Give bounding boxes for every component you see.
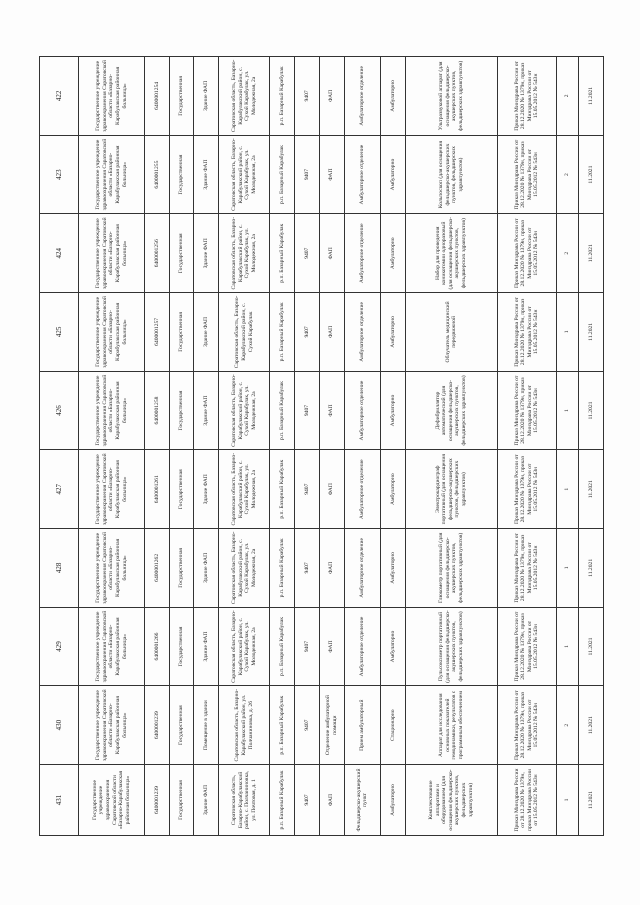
table-cell: 11.2021 [579, 135, 604, 214]
table-cell: Приказ Минздрава России от 28.12.2020 № 1379н, приказ Минздрава России от 15.05.2012 № 543н [497, 214, 557, 293]
table-cell: Здание ФАП [194, 135, 219, 214]
table-cell: Государственное учреждение здравоохранения Саратовской области «Базарно-Карабулакская районная больница» [79, 371, 145, 450]
table-cell: Облучатель медицинский передвижной [405, 293, 497, 372]
table-row [557, 57, 579, 836]
table-cell: 6400001255 [144, 135, 169, 214]
table-cell: Государственная [169, 450, 194, 529]
table-cell: Государственная [169, 135, 194, 214]
table-cell: Помещение в здании [194, 686, 219, 765]
table-cell: 6400001239 [144, 765, 169, 836]
table-cell: Саратовская область, Базарно-Карабулакский район, ул. Полчаниновка, д. 26 [219, 686, 270, 765]
table-cell: ФАП [319, 765, 344, 836]
table-cell: Государственная [169, 57, 194, 136]
table-cell: Государственное учреждение здравоохранения Саратовской области «Базарно-Карабулакская районная больница» [79, 135, 145, 214]
table-row [344, 57, 380, 836]
table-cell: Амбулаторно [380, 135, 405, 214]
table-cell: Государственная [169, 686, 194, 765]
column-number: 428 [40, 529, 79, 608]
table-row [194, 57, 219, 836]
table-cell: Амбулаторно [380, 765, 405, 836]
table-row [319, 57, 344, 836]
table-cell: Здание ФАП [194, 765, 219, 836]
table-cell: 11.2021 [579, 214, 604, 293]
table-cell: Государственная [169, 293, 194, 372]
table-cell: 6400001257 [144, 293, 169, 372]
table-cell: Саратовская область, Базарно-Карабулакский район, с. Сухой Карабулак, ул. Молодежная, 2а [219, 57, 270, 136]
table-cell: 9407 [294, 214, 319, 293]
table-row [79, 57, 145, 836]
table-cell: Глюкометр портативный (для оснащения фельдшерско-акушерских пунктов, фельдшерских здравпунктов) [405, 529, 497, 608]
table-cell: 1 [557, 293, 579, 372]
table-cell: р.п. Базарный Карабулак [270, 135, 295, 214]
table-cell: Государственное учреждение здравоохранения Саратовской области «Базарно-Карабулакская районная больница» [79, 686, 145, 765]
table-cell: Амбулаторное отделение [344, 607, 380, 686]
table-cell: 9407 [294, 371, 319, 450]
table-cell: р.п. Базарный Карабулак [270, 765, 295, 836]
rotated-table-wrapper [39, 56, 604, 836]
table-cell: Государственная [169, 529, 194, 608]
table-cell: 9407 [294, 293, 319, 372]
table-cell: ФАП [319, 450, 344, 529]
table-row [144, 57, 169, 836]
table-row [579, 57, 604, 836]
table-cell: 11.2021 [579, 293, 604, 372]
table-cell: Саратовская область, Базарно-Карабулакский район, с. Полчаниновка, ул. Почтовая, д. 1 [219, 765, 270, 836]
table-cell: Приказ Минздрава России от 28.12.2020 № 1379н, приказ Минздрава России от 15.05.2012 № 543н [497, 765, 557, 836]
table-cell: 2 [557, 686, 579, 765]
table-cell: Приказ Минздрава России от 28.12.2020 № 1379н, приказ Минздрава России от 15.05.2012 № 543н [497, 371, 557, 450]
column-number: 429 [40, 607, 79, 686]
table-cell: Здание ФАП [194, 214, 219, 293]
table-cell: Приказ Минздрава России от 28.12.2020 № 1379н, приказ Минздрава России от 15.05.2012 № 543н [497, 293, 557, 372]
table-cell: Приказ Минздрава России от 28.12.2020 № 1379н, приказ Минздрава России от 15.05.2012 № 543н [497, 686, 557, 765]
column-number: 427 [40, 450, 79, 529]
table-cell: р.п. Базарный Карабулак [270, 214, 295, 293]
table-cell: 2 [557, 57, 579, 136]
table-cell: Государственное учреждение здравоохранения Саратовской области «Базарно-Карабулакская районная больница» [79, 214, 145, 293]
table-cell: 1 [557, 529, 579, 608]
column-number: 424 [40, 214, 79, 293]
table-cell: Приказ Минздрава России от 28.12.2020 № 1379н, приказ Минздрава России от 15.05.2012 № 543н [497, 607, 557, 686]
table-cell: 9407 [294, 57, 319, 136]
column-number: 422 [40, 57, 79, 136]
table-cell: 9407 [294, 765, 319, 836]
table-cell: Амбулаторно [380, 529, 405, 608]
table-cell: ФАП [319, 371, 344, 450]
table-cell: 11.2021 [579, 765, 604, 836]
table-cell: Здание ФАП [194, 607, 219, 686]
table-cell: Амбулаторное отделение [344, 57, 380, 136]
table-cell: Саратовская область, Базарно-Карабулакский район, с. Сухой Карабулак, ул. Молодежная, 2а [219, 607, 270, 686]
table-cell: 11.2021 [579, 686, 604, 765]
table-cell: Амбулаторное отделение [344, 214, 380, 293]
table-cell: Ультразвуковой аппарат (для оснащения фельдшерско-акушерских пунктов, фельдшерских здравпунктов) [405, 57, 497, 136]
table-cell: 6400001262 [144, 529, 169, 608]
table-cell: Амбулаторно [380, 214, 405, 293]
table-cell: Отделение амбулаторной помощи [319, 686, 344, 765]
table-cell: 6400001239 [144, 686, 169, 765]
table-cell: Набор для проведения коникотомии одноразовый (для оснащения фельдшерско-акушерских пунктов, фельдшерских здравпунктов) [405, 214, 497, 293]
table-cell: Государственное учреждение здравоохранения Саратовской области «Базарно-Карабулакская районная больница» [79, 607, 145, 686]
table-cell: Государственное учреждение здравоохранения Саратовской области «Базарно-Карабулакская районная больница» [79, 293, 145, 372]
table-cell: Приказ Минздрава России от 28.12.2020 № 1379н, приказ Минздрава России от 15.05.2012 № 543н [497, 135, 557, 214]
table-cell: 11.2021 [579, 529, 604, 608]
table-cell: ФАП [319, 529, 344, 608]
table-cell: Здание ФАП [194, 529, 219, 608]
table-cell: Амбулаторно [380, 371, 405, 450]
table-cell: ФАП [319, 293, 344, 372]
table-cell: 6400001258 [144, 371, 169, 450]
table-cell: Приказ Минздрава России от 28.12.2020 № 1379н, приказ Минздрава России от 15.05.2012 № 543н [497, 57, 557, 136]
table-cell: Амбулаторное отделение [344, 371, 380, 450]
table-cell: р.п. Базарный Карабулак [270, 607, 295, 686]
table-cell: Государственное учреждение здравоохранения Саратовской области «Базарно-Карабулакская районная больница» [79, 57, 145, 136]
equipment-table [39, 56, 604, 836]
table-cell: Здание ФАП [194, 371, 219, 450]
table-cell: Амбулаторное отделение [344, 450, 380, 529]
table-cell: Стационарно [380, 686, 405, 765]
column-number: 430 [40, 686, 79, 765]
table-cell: Амбулаторно [380, 293, 405, 372]
table-cell: ФАП [319, 607, 344, 686]
table-cell: Электрокардиограф портативный (для оснащения фельдшерско-акушерских пунктов, фельдшерских здравпунктов) [405, 450, 497, 529]
table-cell: 11.2021 [579, 371, 604, 450]
table-cell: Кольпоскоп (для оснащения фельдшерско-акушерских пунктов, фельдшерских здравпунктов) [405, 135, 497, 214]
table-cell: Комплектование аппаратами и оборудованием (для оснащения фельдшерско-акушерских пунктов, фельдшерских здравпунктов) [405, 765, 497, 836]
table-cell: Здание ФАП [194, 450, 219, 529]
table-row [219, 57, 270, 836]
table-cell: 2 [557, 214, 579, 293]
column-number: 423 [40, 135, 79, 214]
table-cell: Государственное учреждение здравоохранения Саратовской области «Базарно-Карабулакская районная больница» [79, 529, 145, 608]
table-cell: Дефибриллятор автоматический (для оснащения фельдшерско-акушерских пунктов, фельдшерских здравпунктов) [405, 371, 497, 450]
table-cell: 2 [557, 135, 579, 214]
table-cell: Государственная [169, 214, 194, 293]
table-cell: 11.2021 [579, 450, 604, 529]
table-cell: 11.2021 [579, 57, 604, 136]
table-cell: р.п. Базарный Карабулак [270, 371, 295, 450]
table-cell: Государственная [169, 371, 194, 450]
table-cell: Фельдшерско-акушерский пункт [344, 765, 380, 836]
table-cell: 6400001266 [144, 607, 169, 686]
table-cell: Саратовская область, Базарно-Карабулакский район, с. Сухой Карабулак, ул. Молодежная, 2а [219, 450, 270, 529]
table-cell: 1 [557, 765, 579, 836]
table-cell: Саратовская область, Базарно-Карабулакский район, с. Сухой Карабулак, ул. Молодежная, 2а [219, 371, 270, 450]
table-cell: 9407 [294, 607, 319, 686]
table-row [294, 57, 319, 836]
table-row [380, 57, 405, 836]
table-cell: Амбулаторное отделение [344, 135, 380, 214]
table-cell: Приказ Минздрава России от 28.12.2020 № 1379н, приказ Минздрава России от 15.05.2012 № 543н [497, 529, 557, 608]
table-cell: 9407 [294, 686, 319, 765]
table-cell: Амбулаторно [380, 450, 405, 529]
table-row [270, 57, 295, 836]
table-cell: 1 [557, 371, 579, 450]
table-cell: 9407 [294, 450, 319, 529]
table-cell: р.п. Базарный Карабулак [270, 529, 295, 608]
column-number: 431 [40, 765, 79, 836]
table-cell: Амбулаторно [380, 607, 405, 686]
table-cell: Приказ Минздрава России от 28.12.2020 № 1379н, приказ Минздрава России от 15.05.2012 № 543н [497, 450, 557, 529]
table-cell: Саратовская область, Базарно-Карабулакский район, с. Сухой Карабулак, ул. Молодежная, 2а [219, 529, 270, 608]
column-number: 425 [40, 293, 79, 372]
table-cell: 1 [557, 450, 579, 529]
table-cell: 6400001261 [144, 450, 169, 529]
table-cell: р.п. Базарный Карабулак [270, 57, 295, 136]
table-cell: Пульсоксиметр портативный (для оснащения фельдшерско-акушерских пунктов, фельдшерских здравпунктов) [405, 607, 497, 686]
table-cell: Государственное учреждение здравоохранения Саратовской области «Базарно-Карабулакская районная больница» [79, 765, 145, 836]
table-cell: ФАП [319, 57, 344, 136]
table-cell: Здание ФАП [194, 293, 219, 372]
table-row [405, 57, 497, 836]
table-cell: 9407 [294, 529, 319, 608]
column-number: 426 [40, 371, 79, 450]
table-cell: Государственная [169, 607, 194, 686]
table-cell: Прием амбулаторный [344, 686, 380, 765]
table-cell: ФАП [319, 214, 344, 293]
table-cell: Амбулаторное отделение [344, 293, 380, 372]
table-cell: р.п. Базарный Карабулак [270, 686, 295, 765]
table-cell: Саратовская область, Базарно-Карабулакский район, с. Сухой Карабулак, ул. Молодежная, 2а [219, 135, 270, 214]
table-cell: Саратовская область, Базарно-Карабулакский район, с. Сухой Карабулак, ул. Молодежная, 2а [219, 214, 270, 293]
table-cell: ФАП [319, 135, 344, 214]
table-cell: Государственная [169, 765, 194, 836]
table-cell: 6400001254 [144, 57, 169, 136]
table-row [169, 57, 194, 836]
table-cell: Амбулаторное отделение [344, 529, 380, 608]
table-header-row [40, 57, 79, 836]
table-cell: 6400001256 [144, 214, 169, 293]
table-cell: 9407 [294, 135, 319, 214]
table-cell: Аппарат для исследования основных показателей гемодинамики, результатов с программным обеспечением [405, 686, 497, 765]
table-cell: Амбулаторно [380, 57, 405, 136]
table-cell: Государственное учреждение здравоохранения Саратовской области «Базарно-Карабулакская районная больница» [79, 450, 145, 529]
table-cell: 1 [557, 607, 579, 686]
table-row [497, 57, 557, 836]
table-cell: Здание ФАП [194, 57, 219, 136]
table-cell: Саратовская область, Базарно-Карабулакский район, с. Сухой Карабулак [219, 293, 270, 372]
table-cell: р.п. Базарный Карабулак [270, 293, 295, 372]
table-cell: р.п. Базарный Карабулак [270, 450, 295, 529]
table-cell: 11.2021 [579, 607, 604, 686]
